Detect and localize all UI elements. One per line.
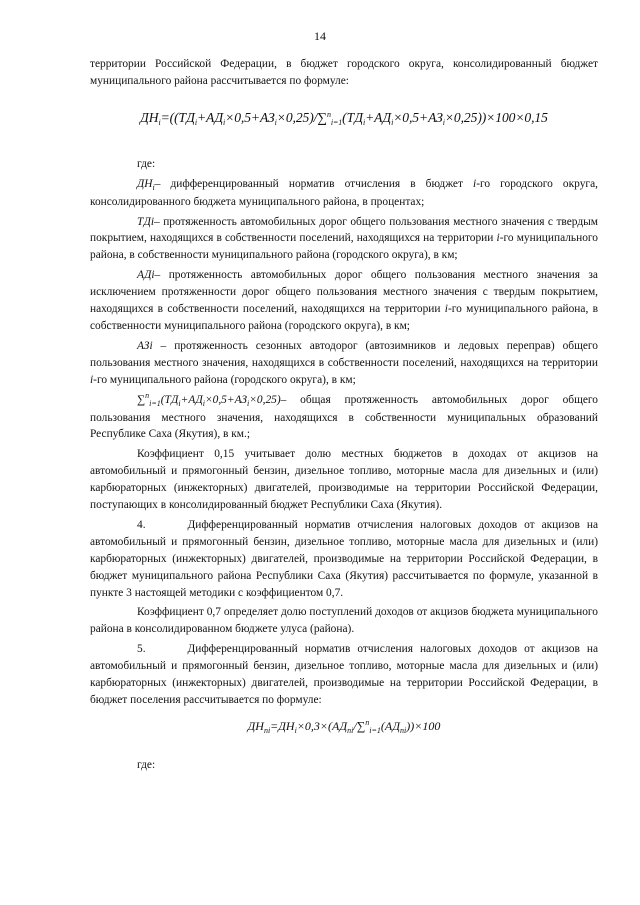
item-4-number: 4. (137, 518, 146, 531)
document-body (90, 56, 598, 774)
where-label: где: (137, 157, 156, 170)
page-number: 14 (314, 29, 326, 43)
sum-symbol: ∑ (137, 393, 146, 406)
intro-paragraph: территории Российской Федерации, в бюджет городского округа, консолидированный бюджет муниципального района рассчитывается по формуле: (90, 58, 598, 87)
formula-dn-settlement: $ДН_{пi}=ДН_i\times 0,3\times(АД_{пi}/\sum^n_{i=1}(АД_{пi}))\times 100$ (247, 717, 441, 735)
item-5-number: 5. (137, 643, 146, 656)
coefficient-015-paragraph: Коэффициент 0,15 учитывает долю местных бюджетов в доходах от акцизов на автомобильный и прямогонный бензин, дизельное топливо, моторные масла для дизельных и (или) карбюраторных (инжекторных) двигателей, производимые на территории Российской Федерации, поступающих в консолидированный бюджет Республики Саха (Якутия). (90, 448, 598, 512)
sum-symbol: ∑ (356, 718, 366, 733)
coefficient-07-paragraph: Коэффициент 0,7 определяет долю поступлений доходов от акцизов бюджета муниципального района в консолидированном бюджете улуса (района). (90, 606, 598, 636)
definition-sum: $\sum^n_{i=1}(ТД_i+АД_i\times 0,5+АЗ_i\times 0,25)-$ общая протяженность автомобильных дорог общего пользования местного значения, находящихся в собственности муниципальных образований Республике Саха (Якутия), в км.; (90, 390, 598, 441)
definition-ad: АДi– протяженность автомобильных дорог общего пользования местного значения за исключением протяженности дорог общего пользования местного значения с твердым покрытием, находящихся в собственности поселений, находящихся на территории i-го муниципального района, в собственности муниципального района (городского округа), в км; (90, 269, 598, 332)
definition-az: АЗi – протяженность сезонных автодорог (автозимников и ледовых переправ) общего пользования местного значения, находящихся в собственности поселений, находящихся на территории i-го муниципального района (городского округа), в км; (90, 339, 598, 386)
definition-dn: $ДН_i-$ дифференцированный норматив отчисления в бюджет i-го городского округа, консолидированного бюджета муниципального района, в процентах; (90, 177, 598, 208)
sum-symbol: ∑ (317, 109, 327, 125)
definition-td: ТДi– протяженность автомобильных дорог общего пользования местного значения с твердым покрытием, находящихся в собственности поселений, находящихся на территории i-го муниципального района, в собственности муниципального района (городского округа), в км; (90, 215, 598, 262)
item-5-paragraph: 5. Дифференцированный норматив отчисления налоговых доходов от акцизов на автомобильный и прямогонный бензин, дизельное топливо, моторные масла для дизельных и (или) карбюраторных (инжекторных) двигателей, производимые на территории Российской Федерации, в бюджет поселения рассчитывается по формуле: (90, 643, 598, 706)
where-label-2: где: (137, 758, 156, 771)
item-4-paragraph: 4. Дифференцированный норматив отчисления налоговых доходов от акцизов на автомобильный и прямогонный бензин, дизельное топливо, моторные масла для дизельных и (или) карбюраторных (инжекторных) двигателей, производимые на территории Российской Федерации, в бюджет муниципального района Республики Саха (Якутия) рассчитывается по формуле, указанной в пункте 3 настоящей методики с коэффициентом 0,7. (90, 518, 598, 599)
formula-dn: $ДН_i=((ТД_i+АД_i\times 0,5+АЗ_i\times 0,25)/\sum^n_{i=1}(ТД_i+АД_i\times 0,5+АЗ_i\times 0,25))\times 100\times 0,15$ (140, 109, 548, 127)
